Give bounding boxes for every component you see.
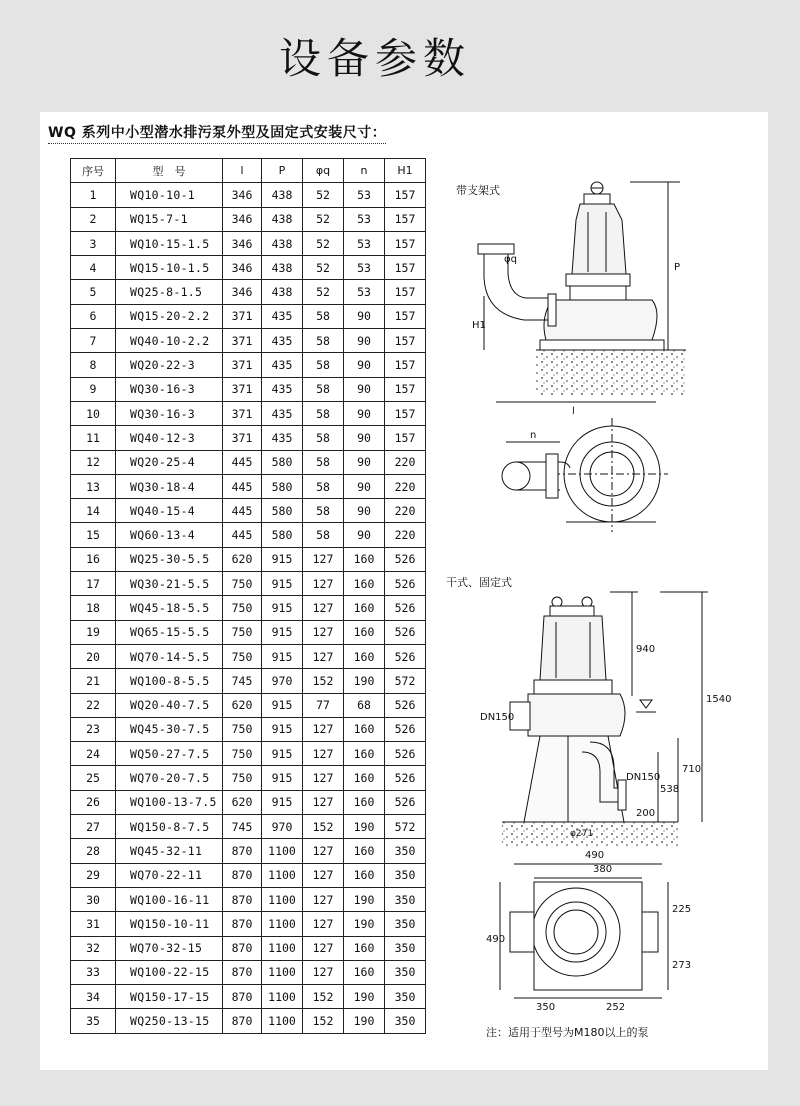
table-cell: 371 xyxy=(223,304,262,328)
table-cell: 152 xyxy=(303,1009,344,1033)
table-cell: 34 xyxy=(71,985,116,1009)
table-cell: 52 xyxy=(303,256,344,280)
table-cell: 90 xyxy=(344,304,385,328)
table-cell: 127 xyxy=(303,887,344,911)
table-cell: 9 xyxy=(71,377,116,401)
dim-271-label: φ271 xyxy=(570,829,594,839)
table-cell: WQ150-8-7.5 xyxy=(116,815,223,839)
table-cell: 157 xyxy=(385,207,426,231)
header-cell: P xyxy=(262,159,303,183)
section-subtitle: WQ 系列中小型潜水排污泵外型及固定式安装尺寸： xyxy=(48,122,386,144)
table-cell: 160 xyxy=(344,620,385,644)
table-cell: 157 xyxy=(385,256,426,280)
table-cell: 750 xyxy=(223,742,262,766)
table-cell: WQ60-13-4 xyxy=(116,523,223,547)
table-cell: 350 xyxy=(385,960,426,984)
table-cell: 68 xyxy=(344,693,385,717)
table-cell: 526 xyxy=(385,596,426,620)
table-cell: 526 xyxy=(385,717,426,741)
table-cell: 160 xyxy=(344,596,385,620)
table-cell: WQ10-10-1 xyxy=(116,183,223,207)
table-cell: 220 xyxy=(385,499,426,523)
table-cell: 435 xyxy=(262,401,303,425)
table-cell: 1100 xyxy=(262,863,303,887)
table-cell: 1100 xyxy=(262,912,303,936)
table-cell: 52 xyxy=(303,183,344,207)
table-cell: 53 xyxy=(344,256,385,280)
table-cell: 190 xyxy=(344,912,385,936)
table-cell: 915 xyxy=(262,766,303,790)
table-cell: 28 xyxy=(71,839,116,863)
dim-490-top-label: 490 xyxy=(585,850,605,861)
table-cell: 1100 xyxy=(262,985,303,1009)
table-cell: 127 xyxy=(303,839,344,863)
table-cell: 346 xyxy=(223,256,262,280)
table-cell: WQ45-32-11 xyxy=(116,839,223,863)
table-cell: 90 xyxy=(344,499,385,523)
table-cell: WQ15-7-1 xyxy=(116,207,223,231)
table-cell: 127 xyxy=(303,547,344,571)
table-cell: 190 xyxy=(344,887,385,911)
table-cell: 160 xyxy=(344,936,385,960)
bracket-type-drawing xyxy=(456,182,686,532)
table-cell: 157 xyxy=(385,329,426,353)
table-cell: 970 xyxy=(262,669,303,693)
table-cell: 5 xyxy=(71,280,116,304)
table-cell: 350 xyxy=(385,912,426,936)
table-cell: WQ15-10-1.5 xyxy=(116,256,223,280)
table-cell: 24 xyxy=(71,742,116,766)
table-cell: 580 xyxy=(262,450,303,474)
table-cell: 27 xyxy=(71,815,116,839)
dim-200-label: 200 xyxy=(636,808,656,819)
table-cell: 10 xyxy=(71,401,116,425)
table-cell: 346 xyxy=(223,183,262,207)
table-cell: 1100 xyxy=(262,1009,303,1033)
dim-538-label: 538 xyxy=(660,784,680,795)
table-cell: 870 xyxy=(223,887,262,911)
table-cell: 58 xyxy=(303,329,344,353)
table-cell: 1100 xyxy=(262,960,303,984)
table-cell: 526 xyxy=(385,572,426,596)
table-cell: 526 xyxy=(385,790,426,814)
table-cell: 915 xyxy=(262,547,303,571)
table-cell: WQ20-40-7.5 xyxy=(116,693,223,717)
table-cell: 915 xyxy=(262,620,303,644)
table-cell: 750 xyxy=(223,572,262,596)
header-cell: n xyxy=(344,159,385,183)
bracket-type-caption: 带支架式 xyxy=(456,184,500,197)
table-cell: 58 xyxy=(303,401,344,425)
table-cell: 35 xyxy=(71,1009,116,1033)
table-cell: 620 xyxy=(223,790,262,814)
table-cell: 58 xyxy=(303,353,344,377)
table-cell: 127 xyxy=(303,960,344,984)
table-cell: 371 xyxy=(223,426,262,450)
table-cell: 1100 xyxy=(262,936,303,960)
table-cell: WQ10-15-1.5 xyxy=(116,231,223,255)
table-cell: 220 xyxy=(385,523,426,547)
table-cell: 23 xyxy=(71,717,116,741)
table-cell: 870 xyxy=(223,912,262,936)
table-cell: 870 xyxy=(223,960,262,984)
table-cell: 870 xyxy=(223,839,262,863)
table-cell: 580 xyxy=(262,474,303,498)
table-cell: 915 xyxy=(262,790,303,814)
table-cell: WQ70-22-11 xyxy=(116,863,223,887)
table-cell: 190 xyxy=(344,1009,385,1033)
table-cell: 2 xyxy=(71,207,116,231)
table-cell: 160 xyxy=(344,960,385,984)
dim-273-label: 273 xyxy=(672,960,692,971)
table-cell: 157 xyxy=(385,280,426,304)
table-cell: WQ70-14-5.5 xyxy=(116,644,223,668)
table-cell: 870 xyxy=(223,1009,262,1033)
table-cell: 160 xyxy=(344,742,385,766)
table-cell: 160 xyxy=(344,547,385,571)
table-cell: 870 xyxy=(223,936,262,960)
header-cell: 序号 xyxy=(71,159,116,183)
table-cell: WQ150-10-11 xyxy=(116,912,223,936)
table-cell: 580 xyxy=(262,499,303,523)
dim-h1-label: H1 xyxy=(472,320,486,331)
dim-1540-label: 1540 xyxy=(706,694,732,705)
table-cell: 31 xyxy=(71,912,116,936)
table-cell: 346 xyxy=(223,280,262,304)
table-cell: WQ30-18-4 xyxy=(116,474,223,498)
table-cell: 16 xyxy=(71,547,116,571)
table-cell: 26 xyxy=(71,790,116,814)
table-cell: 915 xyxy=(262,596,303,620)
table-cell: 58 xyxy=(303,474,344,498)
table-cell: 11 xyxy=(71,426,116,450)
dim-710-label: 710 xyxy=(682,764,702,775)
table-cell: 58 xyxy=(303,377,344,401)
table-cell: 127 xyxy=(303,863,344,887)
table-cell: WQ30-16-3 xyxy=(116,377,223,401)
table-cell: 750 xyxy=(223,766,262,790)
table-cell: 157 xyxy=(385,231,426,255)
table-cell: 160 xyxy=(344,863,385,887)
table-cell: 435 xyxy=(262,377,303,401)
table-cell: 526 xyxy=(385,693,426,717)
table-cell: 77 xyxy=(303,693,344,717)
table-cell: 160 xyxy=(344,790,385,814)
table-cell: 3 xyxy=(71,231,116,255)
table-cell: 25 xyxy=(71,766,116,790)
table-cell: 350 xyxy=(385,863,426,887)
table-cell: 435 xyxy=(262,426,303,450)
table-cell: WQ25-8-1.5 xyxy=(116,280,223,304)
table-cell: WQ15-20-2.2 xyxy=(116,304,223,328)
dim-252-label: 252 xyxy=(606,1002,626,1013)
table-cell: 190 xyxy=(344,815,385,839)
header-cell: 型 号 xyxy=(116,159,223,183)
table-cell: 22 xyxy=(71,693,116,717)
table-cell: 20 xyxy=(71,644,116,668)
table-cell: 526 xyxy=(385,766,426,790)
table-cell: 157 xyxy=(385,183,426,207)
table-cell: 970 xyxy=(262,815,303,839)
dim-350-label: 350 xyxy=(536,1002,556,1013)
table-cell: WQ45-18-5.5 xyxy=(116,596,223,620)
table-cell: 53 xyxy=(344,280,385,304)
table-cell: 445 xyxy=(223,499,262,523)
dry-fixed-type-drawing xyxy=(446,575,731,1039)
table-cell: 58 xyxy=(303,523,344,547)
table-cell: WQ30-21-5.5 xyxy=(116,572,223,596)
table-cell: 160 xyxy=(344,572,385,596)
table-cell: 8 xyxy=(71,353,116,377)
table-cell: WQ250-13-15 xyxy=(116,1009,223,1033)
table-cell: 157 xyxy=(385,401,426,425)
table-cell: 90 xyxy=(344,401,385,425)
table-cell: 127 xyxy=(303,596,344,620)
table-cell: 745 xyxy=(223,669,262,693)
table-cell: WQ50-27-7.5 xyxy=(116,742,223,766)
dim-380-label: 380 xyxy=(593,864,613,875)
table-cell: WQ100-8-5.5 xyxy=(116,669,223,693)
table-cell: 915 xyxy=(262,742,303,766)
table-cell: 29 xyxy=(71,863,116,887)
table-cell: 127 xyxy=(303,717,344,741)
table-cell: 15 xyxy=(71,523,116,547)
table-cell: 745 xyxy=(223,815,262,839)
table-cell: 438 xyxy=(262,256,303,280)
table-cell: 371 xyxy=(223,329,262,353)
table-cell: 157 xyxy=(385,304,426,328)
table-cell: 750 xyxy=(223,596,262,620)
table-cell: 90 xyxy=(344,377,385,401)
table-cell: 1100 xyxy=(262,839,303,863)
table-cell: 220 xyxy=(385,450,426,474)
table-cell: 90 xyxy=(344,474,385,498)
table-cell: 152 xyxy=(303,985,344,1009)
table-cell: 346 xyxy=(223,207,262,231)
table-cell: WQ40-10-2.2 xyxy=(116,329,223,353)
table-cell: WQ150-17-15 xyxy=(116,985,223,1009)
table-cell: 445 xyxy=(223,450,262,474)
drawing-note: 注：适用于型号为M180以上的泵 xyxy=(486,1026,649,1039)
table-cell: 90 xyxy=(344,426,385,450)
table-cell: 160 xyxy=(344,717,385,741)
table-cell: WQ40-12-3 xyxy=(116,426,223,450)
table-cell: 58 xyxy=(303,426,344,450)
table-cell: 350 xyxy=(385,887,426,911)
header-cell: l xyxy=(223,159,262,183)
table-cell: 620 xyxy=(223,547,262,571)
table-cell: 371 xyxy=(223,377,262,401)
table-cell: 53 xyxy=(344,207,385,231)
table-cell: 52 xyxy=(303,231,344,255)
table-cell: 435 xyxy=(262,304,303,328)
table-cell: 915 xyxy=(262,693,303,717)
table-cell: 1100 xyxy=(262,887,303,911)
table-cell: 371 xyxy=(223,401,262,425)
table-cell: WQ70-20-7.5 xyxy=(116,766,223,790)
table-cell: WQ65-15-5.5 xyxy=(116,620,223,644)
table-cell: 127 xyxy=(303,766,344,790)
dim-q-label: φq xyxy=(504,254,517,265)
table-cell: 127 xyxy=(303,936,344,960)
table-cell: 915 xyxy=(262,717,303,741)
table-cell: 526 xyxy=(385,547,426,571)
dry-fixed-type-caption: 干式、固定式 xyxy=(446,576,512,589)
table-cell: 52 xyxy=(303,207,344,231)
table-cell: 350 xyxy=(385,839,426,863)
dim-225-label: 225 xyxy=(672,904,692,915)
table-cell: 127 xyxy=(303,644,344,668)
pump-drawings xyxy=(40,112,768,1070)
table-cell: 346 xyxy=(223,231,262,255)
table-cell: 19 xyxy=(71,620,116,644)
table-cell: 7 xyxy=(71,329,116,353)
table-cell: 14 xyxy=(71,499,116,523)
table-cell: 350 xyxy=(385,985,426,1009)
dn150-left-label: DN150 xyxy=(480,712,515,723)
dim-940-label: 940 xyxy=(636,644,656,655)
table-cell: 17 xyxy=(71,572,116,596)
dn150-right-label: DN150 xyxy=(626,772,661,783)
table-cell: 572 xyxy=(385,669,426,693)
table-cell: 750 xyxy=(223,620,262,644)
table-cell: WQ40-15-4 xyxy=(116,499,223,523)
table-cell: 32 xyxy=(71,936,116,960)
table-cell: 157 xyxy=(385,426,426,450)
table-cell: 526 xyxy=(385,620,426,644)
table-cell: 220 xyxy=(385,474,426,498)
table-cell: 52 xyxy=(303,280,344,304)
table-cell: 526 xyxy=(385,644,426,668)
table-cell: 190 xyxy=(344,985,385,1009)
table-cell: 160 xyxy=(344,644,385,668)
table-cell: 750 xyxy=(223,644,262,668)
table-cell: WQ45-30-7.5 xyxy=(116,717,223,741)
table-cell: WQ70-32-15 xyxy=(116,936,223,960)
header-cell: H1 xyxy=(385,159,426,183)
table-cell: 438 xyxy=(262,231,303,255)
spec-sheet xyxy=(40,112,768,1070)
table-cell: WQ20-25-4 xyxy=(116,450,223,474)
table-cell: 58 xyxy=(303,450,344,474)
table-cell: 371 xyxy=(223,353,262,377)
table-cell: 13 xyxy=(71,474,116,498)
table-cell: 127 xyxy=(303,790,344,814)
table-cell: 90 xyxy=(344,353,385,377)
table-cell: 435 xyxy=(262,329,303,353)
table-cell: 160 xyxy=(344,766,385,790)
table-cell: 30 xyxy=(71,887,116,911)
table-cell: 58 xyxy=(303,304,344,328)
table-cell: 33 xyxy=(71,960,116,984)
table-cell: 620 xyxy=(223,693,262,717)
table-cell: 157 xyxy=(385,377,426,401)
table-cell: 127 xyxy=(303,912,344,936)
table-cell: 870 xyxy=(223,863,262,887)
table-cell: 90 xyxy=(344,329,385,353)
table-cell: 6 xyxy=(71,304,116,328)
header-cell: φq xyxy=(303,159,344,183)
dim-n-label: n xyxy=(530,430,537,441)
table-cell: 190 xyxy=(344,669,385,693)
table-cell: 18 xyxy=(71,596,116,620)
dim-490-side-label: 490 xyxy=(486,934,506,945)
table-cell: WQ25-30-5.5 xyxy=(116,547,223,571)
table-cell: 53 xyxy=(344,231,385,255)
table-cell: 870 xyxy=(223,985,262,1009)
table-cell: 445 xyxy=(223,523,262,547)
table-cell: 750 xyxy=(223,717,262,741)
dim-l-label: l xyxy=(572,406,575,417)
table-cell: 350 xyxy=(385,936,426,960)
dim-p-label: P xyxy=(674,262,681,273)
table-cell: 350 xyxy=(385,1009,426,1033)
table-cell: 152 xyxy=(303,815,344,839)
table-cell: 438 xyxy=(262,183,303,207)
table-cell: 152 xyxy=(303,669,344,693)
table-cell: WQ30-16-3 xyxy=(116,401,223,425)
table-cell: 21 xyxy=(71,669,116,693)
table-cell: 572 xyxy=(385,815,426,839)
table-cell: 53 xyxy=(344,183,385,207)
table-cell: 160 xyxy=(344,839,385,863)
table-cell: 127 xyxy=(303,620,344,644)
table-cell: WQ100-22-15 xyxy=(116,960,223,984)
page-title: 设备参数 xyxy=(278,34,471,83)
table-cell: 580 xyxy=(262,523,303,547)
table-cell: 438 xyxy=(262,280,303,304)
table-cell: 127 xyxy=(303,742,344,766)
table-cell: 12 xyxy=(71,450,116,474)
table-cell: WQ20-22-3 xyxy=(116,353,223,377)
table-cell: WQ100-13-7.5 xyxy=(116,790,223,814)
table-cell: 435 xyxy=(262,353,303,377)
table-cell: 4 xyxy=(71,256,116,280)
table-cell: 438 xyxy=(262,207,303,231)
table-cell: 157 xyxy=(385,353,426,377)
table-cell: 90 xyxy=(344,450,385,474)
table-cell: 445 xyxy=(223,474,262,498)
table-cell: 526 xyxy=(385,742,426,766)
table-cell: 915 xyxy=(262,644,303,668)
table-cell: WQ100-16-11 xyxy=(116,887,223,911)
table-cell: 1 xyxy=(71,183,116,207)
table-cell: 58 xyxy=(303,499,344,523)
table-cell: 915 xyxy=(262,572,303,596)
table-cell: 127 xyxy=(303,572,344,596)
table-cell: 90 xyxy=(344,523,385,547)
